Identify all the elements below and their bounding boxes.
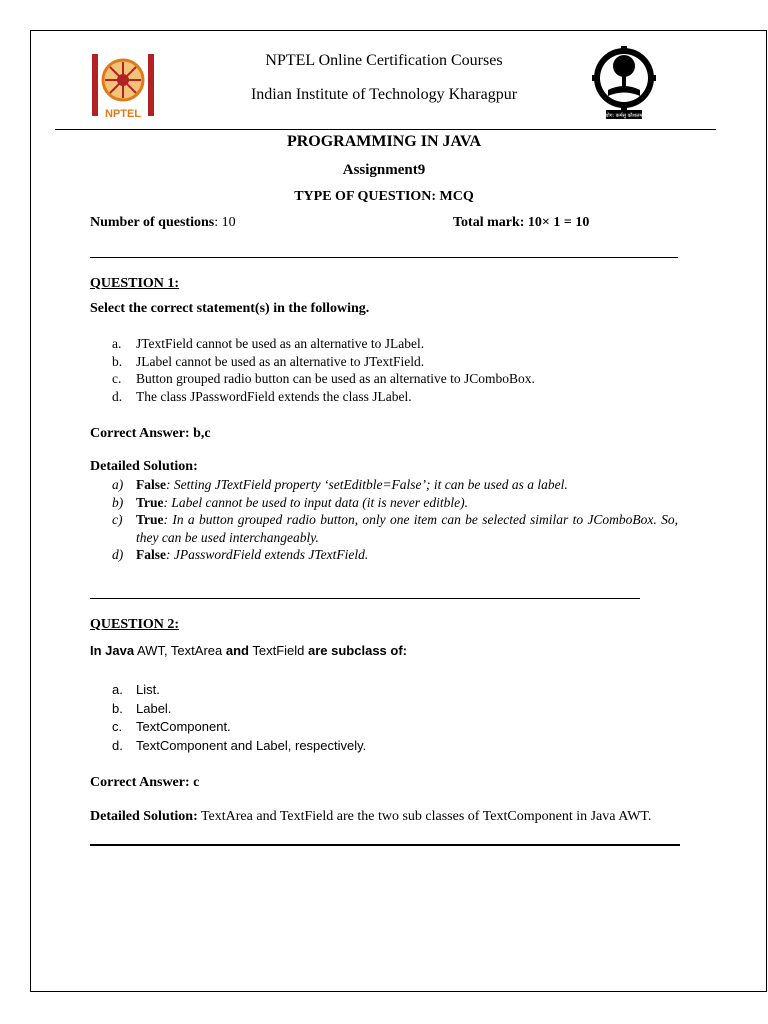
q1-solution-item: d) False: JPasswordField extends JTextField. (112, 547, 369, 562)
q1-heading: QUESTION 1: (90, 276, 180, 291)
q1-option: c. Button grouped radio button can be used as an alternative to JComboBox. (112, 371, 535, 386)
q2-heading: QUESTION 2: (90, 617, 180, 632)
q1-option: a. JTextField cannot be used as an alternative to JLabel. (112, 336, 425, 351)
num-value: : 10 (214, 215, 236, 230)
meta-divider (90, 257, 678, 258)
svg-text:योग: कर्मसु कौशलम्: योग: कर्मसु कौशलम् (605, 113, 643, 119)
q2-answer: Correct Answer: c (90, 775, 200, 790)
assignment-title: Assignment9 (342, 162, 426, 178)
svg-text:NPTEL: NPTEL (104, 108, 142, 120)
q1-options (112, 335, 682, 405)
q1-option: d. The class JPasswordField extends the class JLabel. (112, 388, 412, 404)
q1-solution-item: c) True: In a button grouped radio button, only one item can be selected similar to JComboBox. So, they can be used interchangeably. (112, 512, 678, 545)
q1-solution-item: b) True: Label cannot be used to input data (it is never editble). (112, 494, 468, 510)
q2-prompt: In Java AWT, TextArea and TextField are subclass of: (90, 643, 407, 658)
header-line-2: Indian Institute of Technology Kharagpur (250, 86, 518, 103)
q2-option: b. Label. (112, 700, 172, 716)
header-divider (55, 129, 716, 130)
q2-solution: Detailed Solution: TextArea and TextField are the two sub classes of TextComponent in Java AWT. (90, 809, 652, 824)
course-title: PROGRAMMING IN JAVA (286, 133, 482, 150)
question-type: TYPE OF QUESTION: MCQ (294, 189, 474, 204)
q1-solution-item: a) False: Setting JTextField property ‘setEditble=False’; it can be used as a label. (112, 477, 568, 492)
q1-divider (90, 598, 640, 599)
q1-option: b. JLabel cannot be used as an alternative to JTextField. (112, 353, 425, 369)
num-label: Number of questions (90, 215, 215, 230)
q1-solutions (112, 476, 678, 564)
q1-solution-label: Detailed Solution: (90, 459, 198, 474)
q1-answer: Correct Answer: b,c (90, 426, 211, 441)
number-of-questions (90, 215, 236, 231)
q2-divider (90, 844, 680, 846)
q2-option: d. TextComponent and Label, respectively. (112, 737, 367, 753)
q1-prompt: Select the correct statement(s) in the following. (90, 301, 370, 316)
header-line-1: NPTEL Online Certification Courses (265, 52, 503, 69)
q2-option: c. TextComponent. (112, 719, 231, 734)
q2-option: a. List. (112, 682, 160, 697)
total-mark: Total mark: 10× 1 = 10 (453, 215, 590, 230)
q2-options (112, 681, 672, 755)
